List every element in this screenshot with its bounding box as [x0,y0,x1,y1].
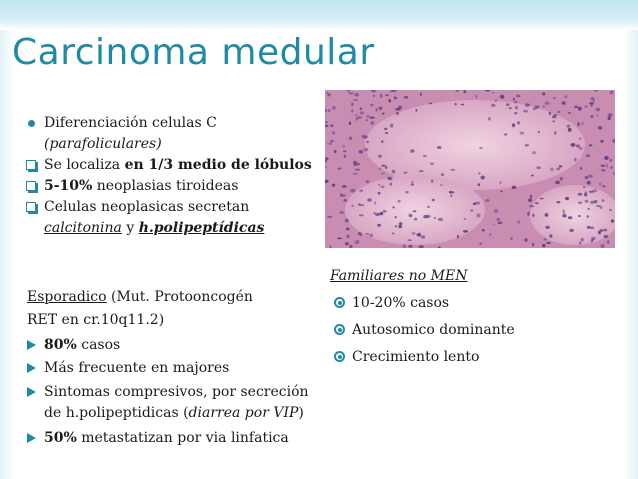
target-bullet-icon [332,320,348,341]
list-item-text: Diferenciación celulas C [44,115,217,131]
list-item [22,382,322,424]
arrow-bullet-icon [24,428,40,449]
left-decorative-band [0,30,14,479]
list-item [330,319,600,342]
sporadic-subline: RET en cr.10q11.2) [27,312,165,328]
list-item-text: Autosomico dominante [352,322,515,338]
arrow-bullet-icon [24,358,40,379]
histology-image [325,90,615,248]
list-item-emphasis: h.polipeptídicas [138,220,265,236]
list-item [22,427,322,450]
list-item-text: Más frecuente en majores [44,360,230,376]
list-item [22,113,322,155]
arrow-bullet-icon [24,335,40,356]
arrow-bullet-icon [24,382,40,403]
list-item [22,155,322,176]
list-item-emphasis: 80% [44,337,77,353]
sporadic-section [24,286,253,332]
list-item-text: Crecimiento lento [352,349,480,365]
list-item-text: neoplasias tiroideas [92,178,239,194]
target-bullet-icon [332,293,348,314]
list-item-emphasis: 50% [44,430,77,446]
checkbox-bullet-icon [24,197,40,218]
list-item [330,292,600,315]
list-item [22,357,322,380]
list-item-text: Sintomas compresivos, por secreción [44,384,309,400]
list-item-emphasis: calcitonina [44,220,122,236]
slide-title: Carcinoma medular [12,32,375,73]
familial-heading: Familiares no MEN [330,268,468,284]
list-item-text: Celulas neoplasicas secretan [44,199,250,215]
list-item-text: (parafoliculares) [44,136,162,152]
histology-micrograph [325,90,615,248]
list-item [22,176,322,197]
list-item-text: metastatizan por via linfatica [76,430,289,446]
familial-list [330,292,600,369]
sporadic-heading: Esporadico [27,289,107,305]
list-item-text: 10-20% casos [352,295,450,311]
circle-bullet-icon [24,113,40,134]
list-item-emphasis: diarrea por VIP [188,405,299,421]
target-bullet-icon [332,347,348,368]
list-item-text: ) [298,405,304,421]
checkbox-bullet-icon [24,155,40,176]
list-item [22,197,322,239]
intro-list [22,113,322,239]
list-item-text: y [121,220,139,236]
list-item [330,346,600,369]
list-item-emphasis: en 1/3 medio de lóbulos [124,157,312,173]
list-item [22,334,322,357]
right-decorative-band [624,30,638,479]
sporadic-list [22,334,322,450]
checkbox-bullet-icon [24,176,40,197]
list-item-emphasis: 5-10% [44,178,93,194]
list-item-text: Se localiza [44,157,125,173]
sporadic-heading-text: (Mut. Protooncogén [106,289,253,305]
top-decorative-band [0,0,638,30]
list-item-text: de h.polipeptidicas ( [44,405,189,421]
list-item-text: casos [76,337,121,353]
